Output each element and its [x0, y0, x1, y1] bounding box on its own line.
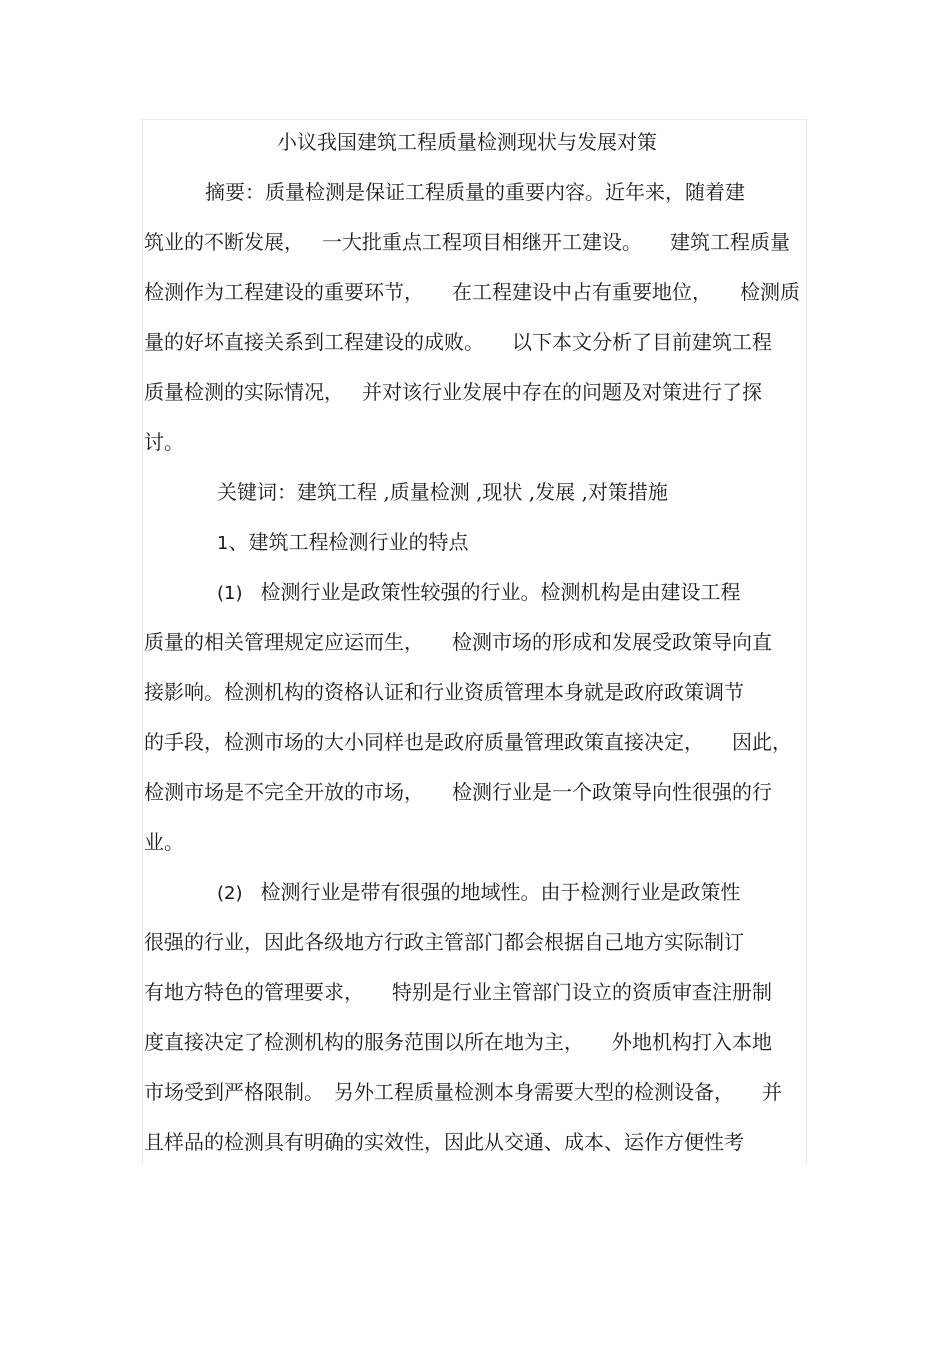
section-heading: [217, 530, 468, 556]
point2-line-6: 且样品的检测具有明确的实效性，因此从交通、成本、运作方便性考: [144, 1130, 744, 1154]
point2-line-3: 有地方特色的管理要求， 特别是行业主管部门设立的资质审查注册制: [144, 980, 772, 1004]
point2-line-1: (2) 检测行业是带有很强的地域性。由于检测行业是政策性: [217, 880, 741, 904]
keywords-label: 关键词：: [217, 480, 297, 504]
point1-line-6: 业。: [144, 830, 184, 854]
document-title: 小议我国建筑工程质量检测现状与发展对策: [277, 130, 657, 154]
abstract-line-1: [205, 180, 745, 204]
abstract-text: 质量检测是保证工程质量的重要内容。近年来，随着建: [265, 180, 745, 204]
section-heading-text: 、建筑工程检测行业的特点: [228, 530, 469, 554]
abstract-line-4: 量的好坏直接关系到工程建设的成败。 以下本文分析了目前建筑工程: [144, 330, 772, 354]
point2-line-2: 很强的行业，因此各级地方行政主管部门都会根据自己地方实际制订: [144, 930, 744, 954]
abstract-line-6: 讨。: [144, 430, 184, 454]
point1-number: (1): [217, 583, 243, 604]
keywords-text: 建筑工程 ,质量检测 ,现状 ,发展 ,对策措施: [297, 480, 668, 504]
point1-line-5: 检测市场是不完全开放的市场， 检测行业是一个政策导向性很强的行: [144, 780, 772, 804]
point1-line-1: (1) 检测行业是政策性较强的行业。检测机构是由建设工程: [217, 580, 741, 604]
point2-line-5: 市场受到严格限制。 另外工程质量检测本身需要大型的检测设备， 并: [144, 1080, 782, 1104]
point1-line-3: 接影响。检测机构的资格认证和行业资质管理本身就是政府政策调节: [144, 680, 744, 704]
section-number: 1: [217, 533, 229, 554]
point2-line-4: 度直接决定了检测机构的服务范围以所在地为主， 外地机构打入本地: [144, 1030, 772, 1054]
keywords-line: [217, 480, 668, 504]
abstract-label: 摘要：: [205, 180, 265, 204]
point1-line-2: 质量的相关管理规定应运而生， 检测市场的形成和发展受政策导向直: [144, 630, 772, 654]
abstract-line-5: 质量检测的实际情况， 并对该行业发展中存在的问题及对策进行了探: [144, 380, 762, 404]
point1-line-4: 的手段，检测市场的大小同样也是政府质量管理政策直接决定， 因此，: [144, 730, 792, 754]
abstract-line-3: 检测作为工程建设的重要环节， 在工程建设中占有重要地位， 检测质: [144, 280, 800, 304]
point2-number: (2): [217, 883, 243, 904]
abstract-line-2: 筑业的不断发展， 一大批重点工程项目相继开工建设。 建筑工程质量: [144, 230, 790, 254]
